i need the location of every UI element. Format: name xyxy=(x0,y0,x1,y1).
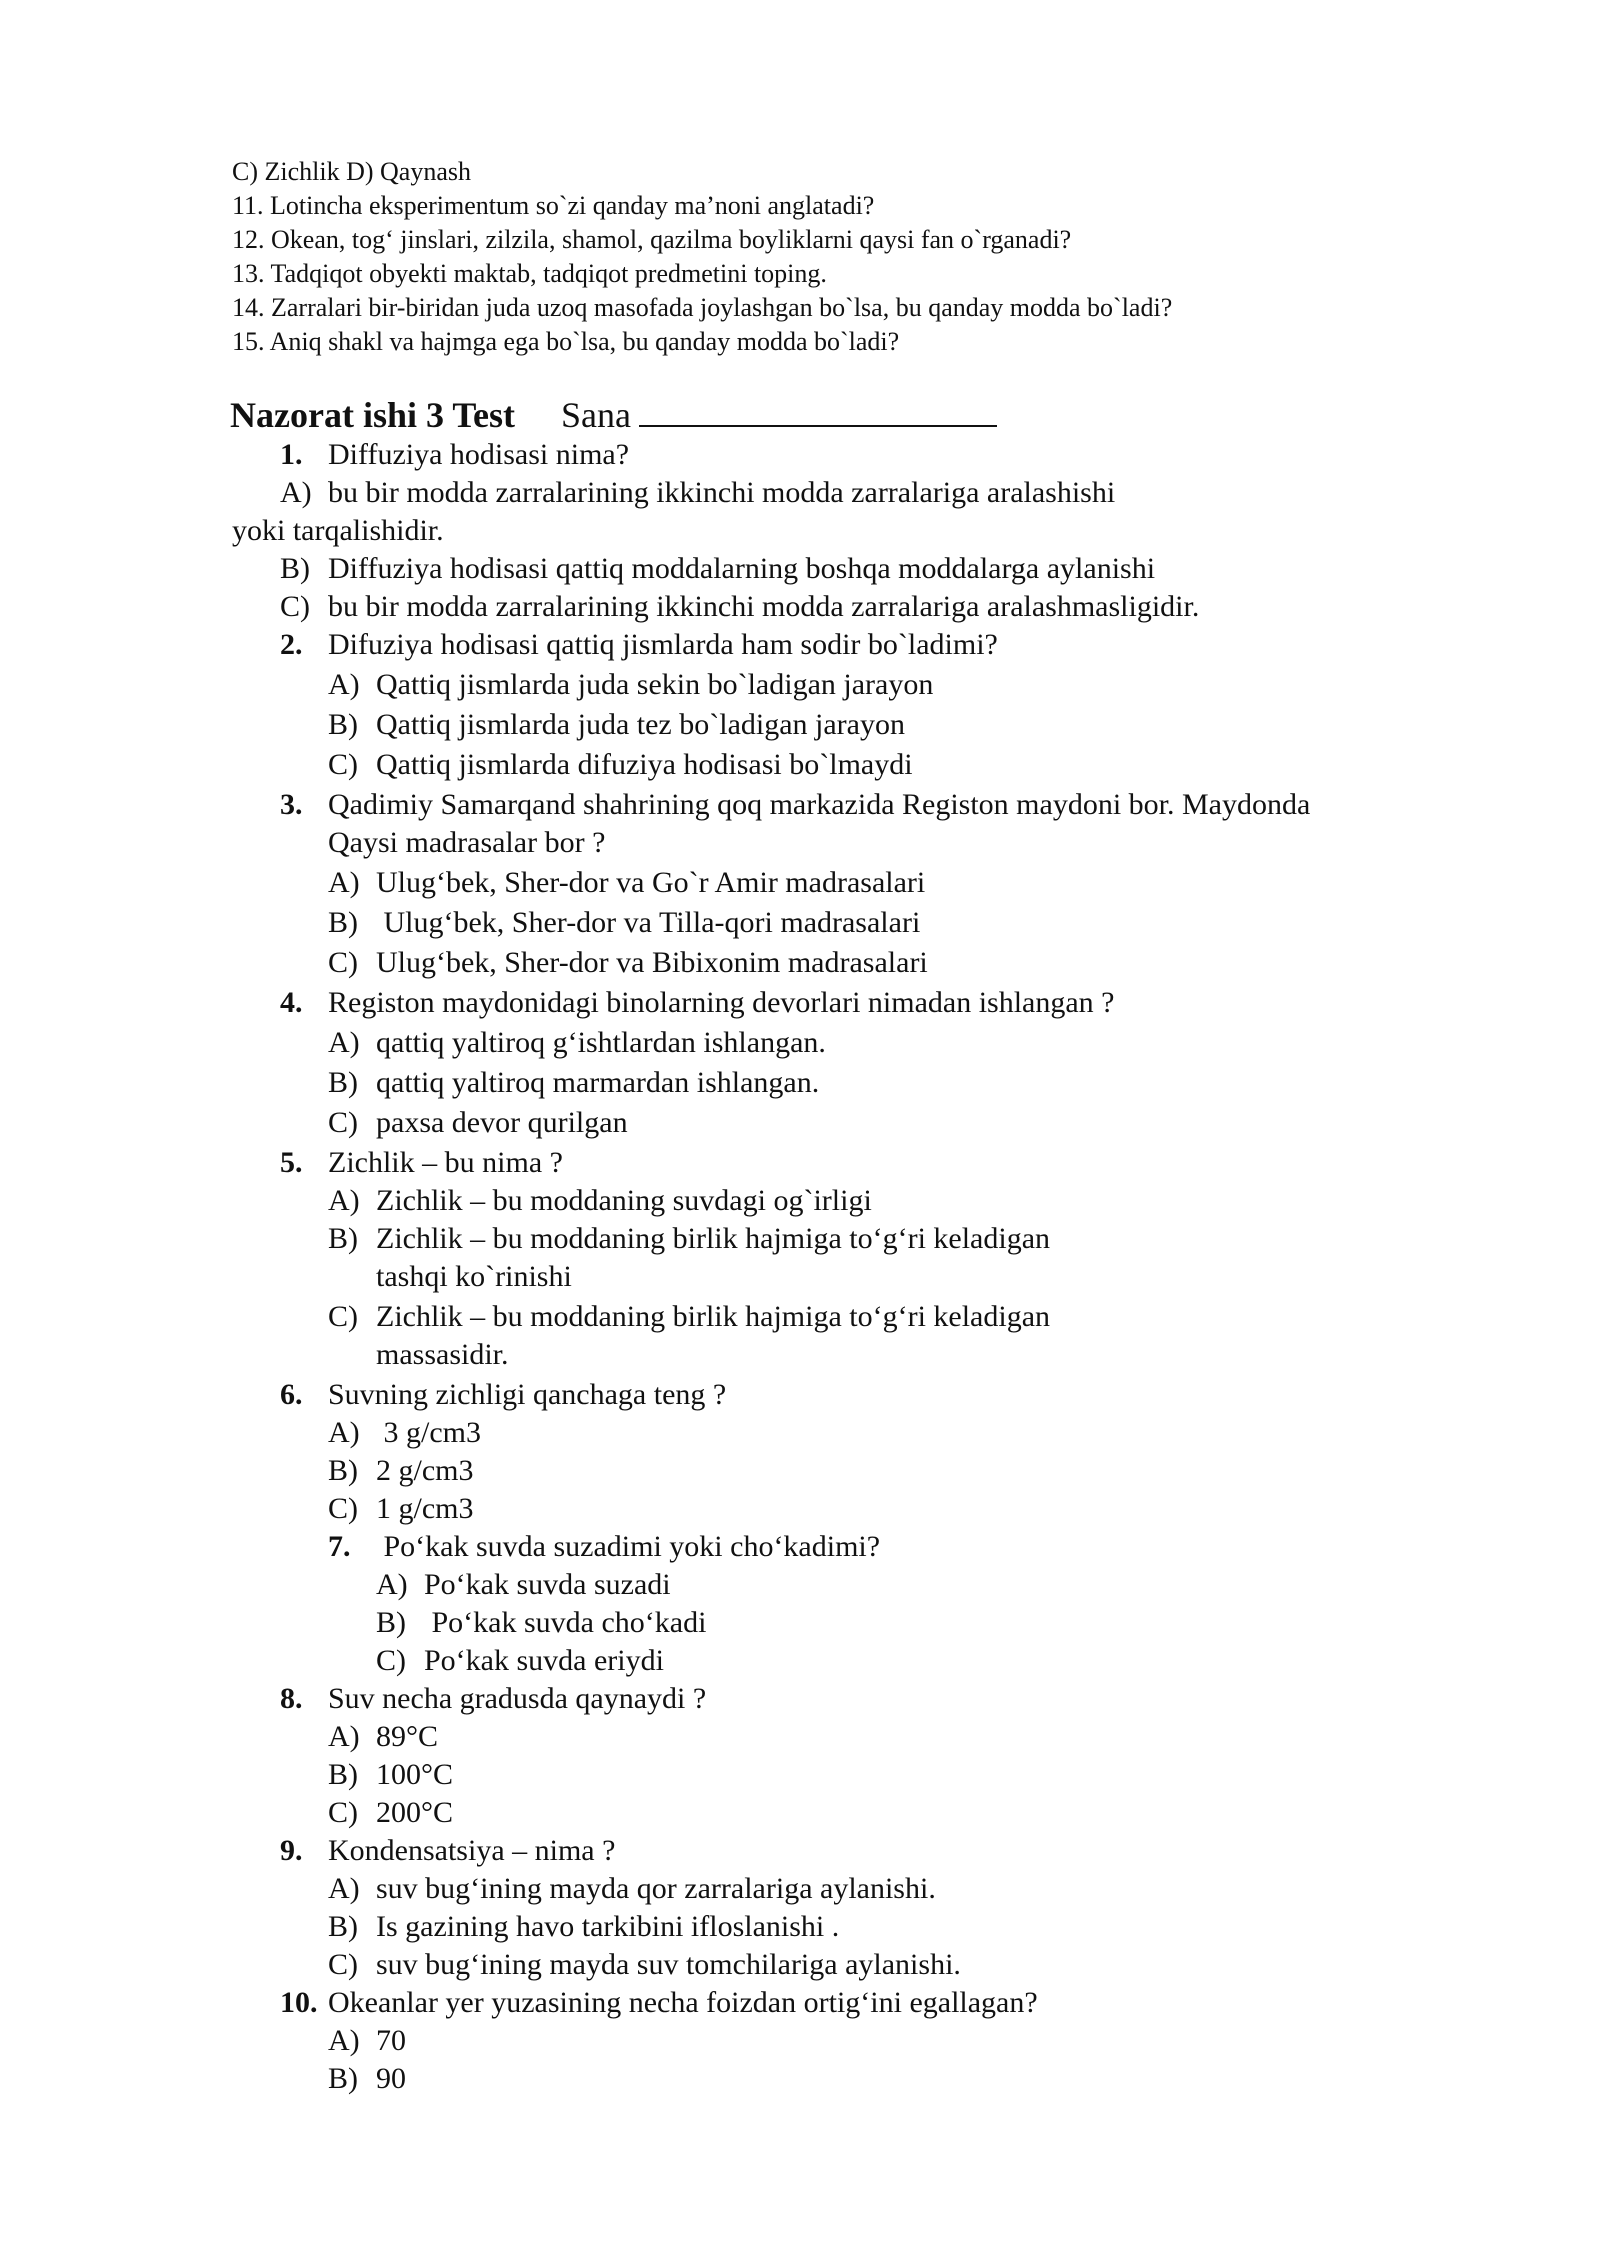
question-number: 7. xyxy=(328,1530,351,1563)
answer-option: B) 2 g/cm3 xyxy=(328,1454,474,1487)
answer-option: B) Zichlik – bu moddaning birlik hajmiga to‘g‘ri keladigan xyxy=(328,1222,1051,1255)
answer-option: A) qattiq yaltiroq g‘ishtlardan ishlangan. xyxy=(328,1026,826,1059)
answer-option: B) Po‘kak suvda cho‘kadi xyxy=(376,1606,707,1639)
answer-option: A) Ulug‘bek, Sher-dor va Go`r Amir madrasalari xyxy=(328,866,926,899)
question-text: Zichlik – bu nima ? xyxy=(328,1146,563,1179)
date-blank xyxy=(639,395,997,427)
prev-item: 11. Lotincha eksperimentum so`zi qanday ma’noni anglatadi? xyxy=(232,191,875,220)
answer-option: A) suv bug‘ining mayda qor zarralariga aylanishi. xyxy=(328,1872,936,1905)
question xyxy=(280,1376,726,1414)
prev-item: C) Zichlik D) Qaynash xyxy=(232,157,472,186)
question xyxy=(280,1144,563,1182)
question xyxy=(280,626,998,664)
question-text: Suvning zichligi qanchaga teng ? xyxy=(328,1378,727,1411)
question-number: 10. xyxy=(280,1986,318,2019)
section-title: Nazorat ishi 3 Test xyxy=(230,395,516,435)
question xyxy=(328,1528,880,1566)
question-number: 3. xyxy=(280,788,303,821)
answer-option: B) Qattiq jismlarda juda tez bo`ladigan jarayon xyxy=(328,708,905,741)
answer-option: A) 70 xyxy=(328,2024,406,2057)
question-text-continuation: Qaysi madrasalar bor ? xyxy=(328,826,606,859)
answer-option: C) 200°C xyxy=(328,1796,454,1829)
answer-option: C) paxsa devor qurilgan xyxy=(328,1106,628,1139)
answer-option: C) bu bir modda zarralarining ikkinchi modda zarralariga aralashmasligidir. xyxy=(280,590,1200,623)
question-text: Kondensatsiya – nima ? xyxy=(328,1834,616,1867)
prev-item: 12. Okean, tog‘ jinslari, zilzila, shamol, qazilma boyliklarni qaysi fan o`rganadi? xyxy=(232,225,1072,254)
question xyxy=(280,786,1310,824)
question xyxy=(280,984,1115,1022)
question-number: 9. xyxy=(280,1834,303,1867)
question-number: 2. xyxy=(280,628,303,661)
date-label: Sana xyxy=(561,395,631,435)
question-text: Po‘kak suvda suzadimi yoki cho‘kadimi? xyxy=(376,1530,881,1563)
answer-option: C) Qattiq jismlarda difuziya hodisasi bo`lmaydi xyxy=(328,748,913,781)
section-header xyxy=(230,394,997,436)
question-text: Diffuziya hodisasi nima? xyxy=(328,438,630,471)
answer-option: A) Po‘kak suvda suzadi xyxy=(376,1568,671,1601)
question-text: Suv necha gradusda qaynaydi ? xyxy=(328,1682,707,1715)
answer-option: A) 89°C xyxy=(328,1720,439,1753)
answer-option: A) bu bir modda zarralarining ikkinchi modda zarralariga aralashishi xyxy=(280,476,1116,509)
answer-option: A) Zichlik – bu moddaning suvdagi og`irligi xyxy=(328,1184,872,1217)
question xyxy=(280,436,629,474)
answer-continuation: massasidir. xyxy=(376,1338,509,1371)
answer-option: C) suv bug‘ining mayda suv tomchilariga aylanishi. xyxy=(328,1948,961,1981)
answer-continuation: yoki tarqalishidir. xyxy=(232,514,444,547)
question-number: 1. xyxy=(280,438,303,471)
answer-option: B) Diffuziya hodisasi qattiq moddalarning boshqa moddalarga aylanishi xyxy=(280,552,1156,585)
answer-option: B) qattiq yaltiroq marmardan ishlangan. xyxy=(328,1066,820,1099)
question-number: 5. xyxy=(280,1146,303,1179)
answer-option: C) Zichlik – bu moddaning birlik hajmiga to‘g‘ri keladigan xyxy=(328,1300,1051,1333)
question-text: Difuziya hodisasi qattiq jismlarda ham sodir bo`ladimi? xyxy=(328,628,998,661)
answer-option: B) 90 xyxy=(328,2062,406,2095)
answer-option: B) 100°C xyxy=(328,1758,454,1791)
question-text: Qadimiy Samarqand shahrining qoq markazida Registon maydoni bor. Maydonda xyxy=(328,788,1311,821)
question-text: Okeanlar yer yuzasining necha foizdan ortig‘ini egallagan? xyxy=(328,1986,1038,2019)
question-number: 8. xyxy=(280,1682,303,1715)
question xyxy=(280,1832,615,1870)
prev-item: 15. Aniq shakl va hajmga ega bo`lsa, bu qanday modda bo`ladi? xyxy=(232,327,900,356)
prev-item: 13. Tadqiqot obyekti maktab, tadqiqot predmetini toping. xyxy=(232,259,827,288)
answer-option: A) Qattiq jismlarda juda sekin bo`ladigan jarayon xyxy=(328,668,934,701)
answer-option: C) Ulug‘bek, Sher-dor va Bibixonim madrasalari xyxy=(328,946,928,979)
question-number: 4. xyxy=(280,986,303,1019)
question xyxy=(280,1680,706,1718)
answer-option: A) 3 g/cm3 xyxy=(328,1416,481,1449)
answer-option: B) Is gazining havo tarkibini ifloslanishi . xyxy=(328,1910,840,1943)
answer-option: B) Ulug‘bek, Sher-dor va Tilla-qori madrasalari xyxy=(328,906,921,939)
answer-continuation: tashqi ko`rinishi xyxy=(376,1260,572,1293)
question xyxy=(280,1984,1038,2022)
answer-option: C) Po‘kak suvda eriydi xyxy=(376,1644,664,1677)
question-text: Registon maydonidagi binolarning devorlari nimadan ishlangan ? xyxy=(328,986,1115,1019)
prev-item: 14. Zarralari bir-biridan juda uzoq masofada joylashgan bo`lsa, bu qanday modda bo`ladi? xyxy=(232,293,1173,322)
answer-option: C) 1 g/cm3 xyxy=(328,1492,474,1525)
question-number: 6. xyxy=(280,1378,303,1411)
